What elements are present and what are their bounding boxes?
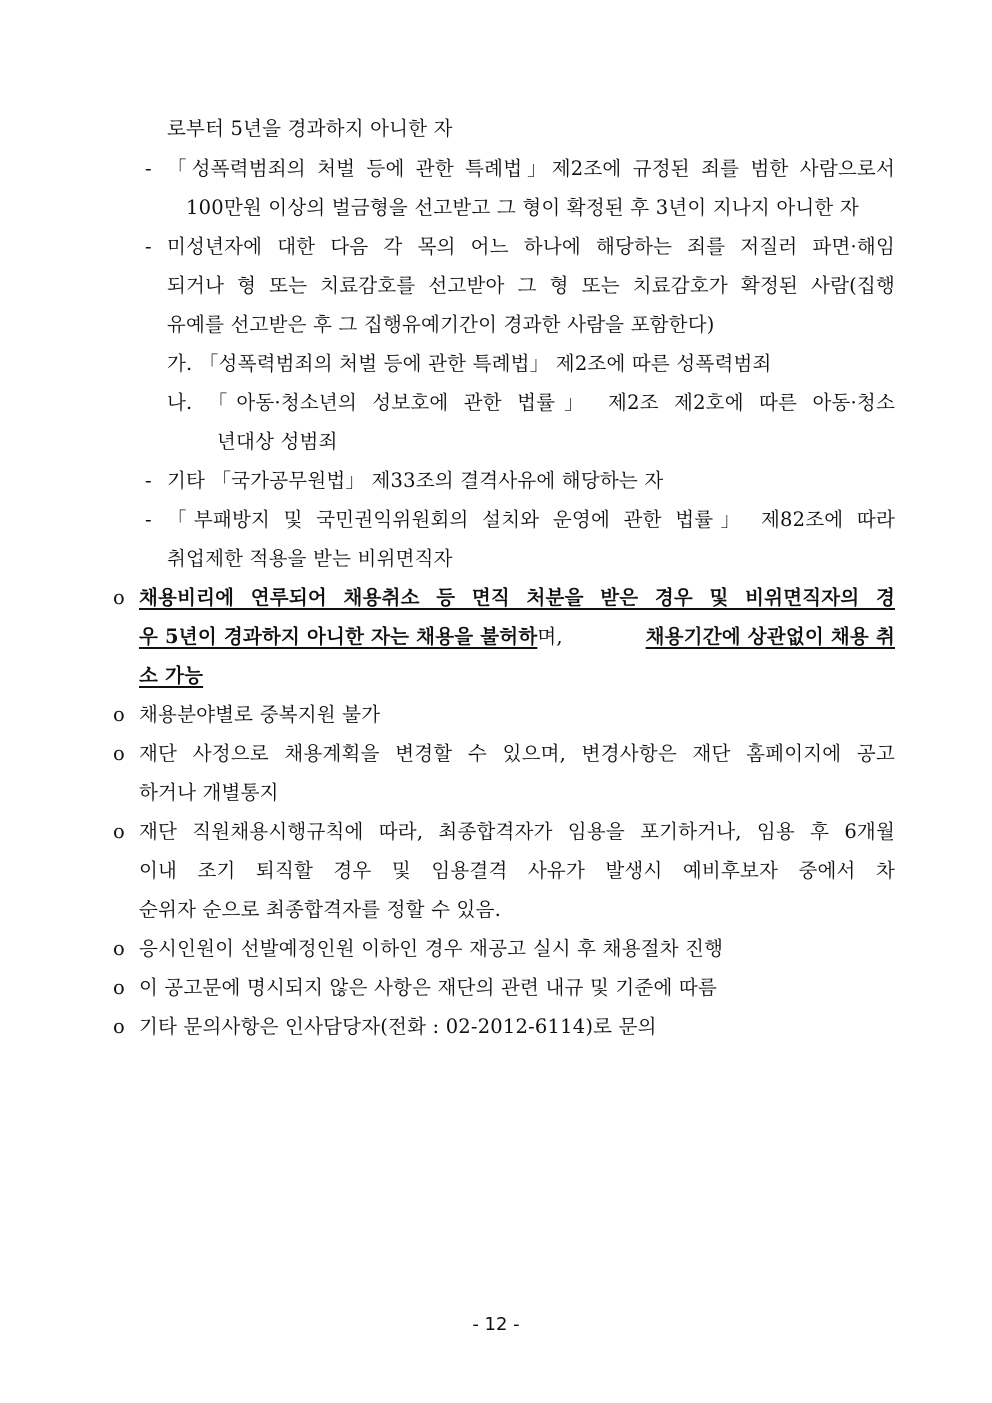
bullet-marker: o [113, 742, 125, 765]
dash-marker: - [145, 235, 152, 258]
text-line: 채용분야별로 중복지원 불가 [139, 703, 381, 726]
mixed-emphasis-line [139, 624, 895, 650]
text-line: 재단 사정으로 채용계획을 변경할 수 있으며, 변경사항은 재단 홈페이지에 공고 [139, 742, 895, 765]
text-line: 100만원 이상의 벌금형을 선고받고 그 형이 확정된 후 3년이 지나지 아니한 자 [186, 196, 859, 219]
bullet-marker: o [113, 586, 125, 609]
dash-marker: - [145, 157, 152, 180]
text-line: 기타 문의사항은 인사담당자(전화 : 02-2012-6114)로 문의 [139, 1015, 657, 1038]
bullet-marker: o [113, 1015, 125, 1038]
text-line: 기타 「국가공무원법」 제33조의 결격사유에 해당하는 자 [167, 469, 664, 492]
text-line: 로부터 5년을 경과하지 아니한 자 [167, 117, 453, 140]
emphasis-text: 우 5년이 경과하지 아니한 자는 채용을 불허하 [139, 625, 538, 648]
text-line: 되거나 형 또는 치료감호를 선고받아 그 형 또는 치료감호가 확정된 사람(집행 [167, 274, 895, 297]
dash-marker: - [145, 508, 152, 531]
text-line: 미성년자에 대한 다음 각 목의 어느 하나에 해당하는 죄를 저질러 파면·해임 [167, 235, 895, 258]
plain-text: 며, [537, 625, 563, 648]
text-line: 이내 조기 퇴직할 경우 및 임용결격 사유가 발생시 예비후보자 중에서 차 [139, 859, 895, 882]
text-line: 나. 「아동·청소년의 성보호에 관한 법률」 제2조 제2호에 따른 아동·청소 [167, 391, 895, 414]
text-line: 「부패방지 및 국민권익위원회의 설치와 운영에 관한 법률」 제82조에 따라 [167, 508, 895, 531]
text-line: 응시인원이 선발예정인원 이하인 경우 재공고 실시 후 채용절차 진행 [139, 937, 724, 960]
text-line: 취업제한 적용을 받는 비위면직자 [167, 547, 453, 570]
text-line: 유예를 선고받은 후 그 집행유예기간이 경과한 사람을 포함한다) [167, 313, 715, 336]
text-line: 년대상 성범죄 [217, 430, 338, 453]
text-line: 순위자 순으로 최종합격자를 정할 수 있음. [139, 898, 502, 921]
emphasis-line: 채용비리에 연루되어 채용취소 등 면직 처분을 받은 경우 및 비위면직자의 경 [139, 586, 895, 609]
text-line: 이 공고문에 명시되지 않은 사항은 재단의 관련 내규 및 기준에 따름 [139, 976, 717, 999]
dash-marker: - [145, 469, 152, 492]
bullet-marker: o [113, 703, 125, 726]
emphasis-line: 소 가능 [139, 664, 204, 687]
bullet-marker: o [113, 976, 125, 999]
bullet-marker: o [113, 937, 125, 960]
page-number: - 12 - [472, 1314, 520, 1335]
text-line: 「성폭력범죄의 처벌 등에 관한 특례법」제2조에 규정된 죄를 범한 사람으로서 [167, 157, 895, 180]
text-line: 하거나 개별통지 [139, 781, 279, 804]
text-line: 가. 「성폭력범죄의 처벌 등에 관한 특례법」 제2조에 따른 성폭력범죄 [167, 352, 772, 375]
bullet-marker: o [113, 820, 125, 843]
emphasis-text: 채용기간에 상관없이 채용 취 [645, 625, 895, 648]
text-line: 재단 직원채용시행규칙에 따라, 최종합격자가 임용을 포기하거나, 임용 후 6개월 [139, 820, 895, 843]
